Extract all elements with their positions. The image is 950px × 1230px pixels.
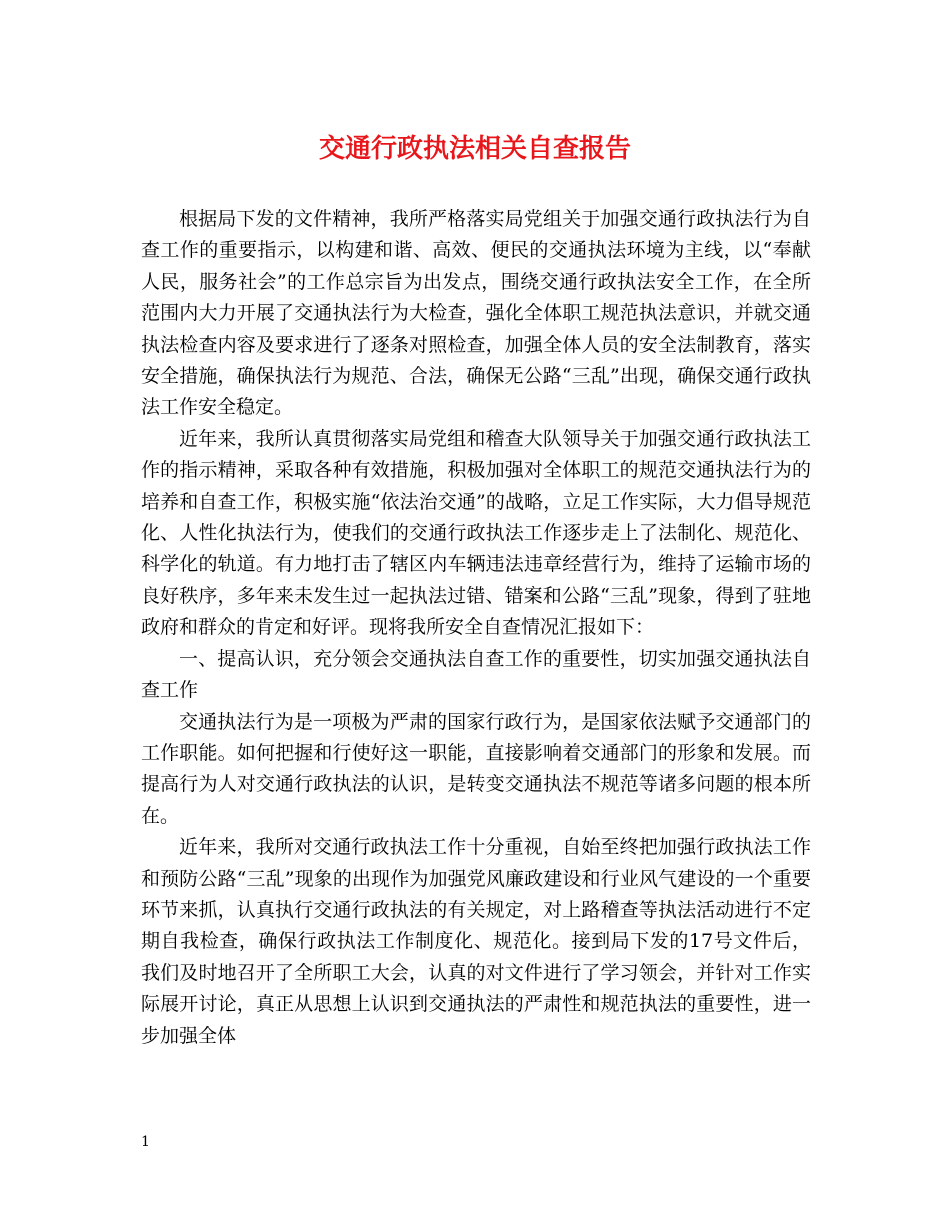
section-heading-1: 一、提高认识，充分领会交通执法自查工作的重要性，切实加强交通执法自查工作 (141, 647, 811, 702)
paragraph-intro: 根据局下发的文件精神，我所严格落实局党组关于加强交通行政执法行为自查工作的重要指示，以构建和谐、高效、便民的交通执法环境为主线，以“奉献人民，服务社会”的工作总宗旨为出发点，围绕交通行政执法安全工作，在全所范围内大力开展了交通执法行为大检查，强化全体职工规范执法意识，并就交通执法检查内容及要求进行了逐条对照检查，加强全体人员的安全法制教育，落实安全措施，确保执法行为规范、合法，确保无公路“三乱”出现，确保交通行政执法工作安全稳定。 (141, 208, 811, 419)
document-title: 交通行政执法相关自查报告 (318, 134, 631, 164)
page-number: 1 (141, 1134, 150, 1150)
document-body (141, 204, 811, 1052)
paragraph-recent-work: 近年来，我所对交通行政执法工作十分重视，自始至终把加强行政执法工作和预防公路“三乱”现象的出现作为加强党风廉政建设和行业风气建设的一个重要环节来抓，认真执行交通行政执法的有关规定，对上路稽查等执法活动进行不定期自我检查，确保行政执法工作制度化、规范化。接到局下发的17号文件后，我们及时地召开了全所职工大会，认真的对文件进行了学习领会，并针对工作实际展开讨论，真正从思想上认识到交通执法的严肃性和规范执法的重要性，进一步加强全体 (141, 836, 811, 1047)
paragraph-law-enforcement: 交通执法行为是一项极为严肃的国家行政行为，是国家依法赋予交通部门的工作职能。如何把握和行使好这一职能，直接影响着交通部门的形象和发展。而提高行为人对交通行政执法的认识，是转变交通执法不规范等诸多问题的根本所在。 (141, 710, 811, 827)
paragraph-background: 近年来，我所认真贯彻落实局党组和稽查大队领导关于加强交通行政执法工作的指示精神，采取各种有效措施，积极加强对全体职工的规范交通执法行为的培养和自查工作，积极实施“依法治交通”的战略，立足工作实际，大力倡导规范化、人性化执法行为，使我们的交通行政执法工作逐步走上了法制化、规范化、科学化的轨道。有力地打击了辖区内车辆违法违章经营行为，维持了运输市场的良好秩序，多年来未发生过一起执法过错、错案和公路“三乱”现象，得到了驻地政府和群众的肯定和好评。现将我所安全自查情况汇报如下： (141, 427, 811, 639)
